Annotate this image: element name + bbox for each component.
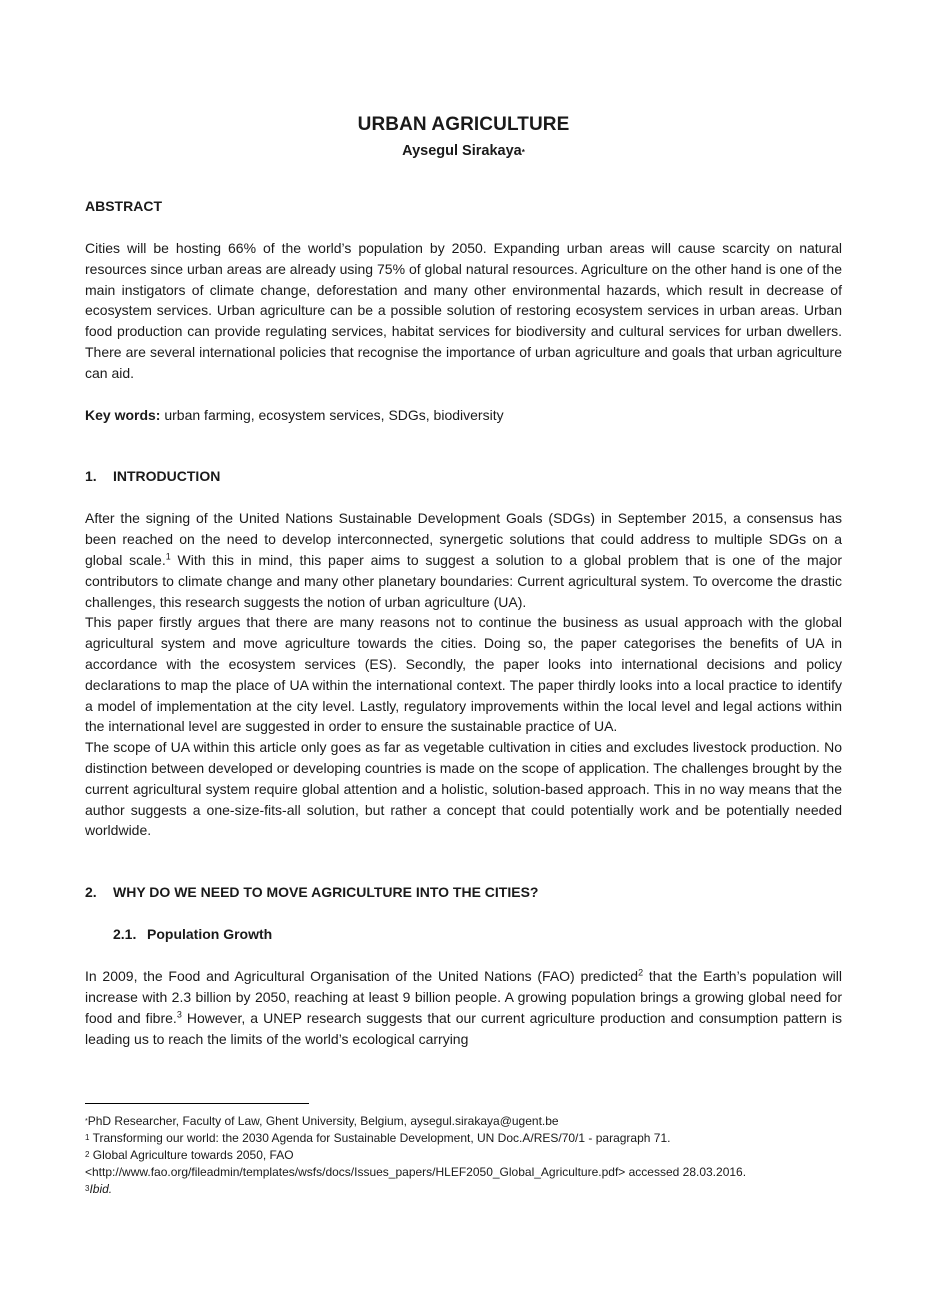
subsection-2-1-title: Population Growth	[147, 926, 273, 943]
population-text-c: However, a UNEP research suggests that our current agriculture production and consumption pattern is leading us to reach the limits of the world’s ecological carrying	[85, 1009, 842, 1047]
footnote-2-url: <http://www.fao.org/fileadmin/templates/wsfs/docs/Issues_papers/HLEF2050_Global_Agriculture.pdf> accessed 28.03.2016.	[85, 1165, 747, 1179]
footnote-ref-1: 1	[165, 551, 171, 562]
keywords-label: Key words:	[85, 406, 161, 423]
footnote-divider	[85, 1103, 309, 1104]
section-1-title: INTRODUCTION	[113, 468, 221, 485]
author-line	[85, 140, 842, 162]
intro-paragraph-2: This paper firstly argues that there are many reasons not to continue the business as usual approach with the global agricultural system and move agriculture towards the cities. Doing so, the paper categorises the benefits of UA in accordance with the ecosystem services (ES). Secondly, the paper looks into international decisions and policy declarations to map the place of UA within the international context. The paper thirdly looks into a local practice to identify a model of implementation at the city level. Lastly, regulatory improvements within the local level and legal actions within the international level are suggested in order to ensure the sustainable practice of UA.	[85, 614, 842, 735]
footnote-1-number: 1	[85, 1133, 90, 1142]
population-text-a: In 2009, the Food and Agricultural Organisation of the United Nations (FAO) predicted	[85, 968, 639, 985]
footnote-3-number: 3	[85, 1184, 90, 1193]
author-footnote-marker: *	[521, 148, 525, 157]
section-1-number: 1.	[85, 468, 97, 485]
section-2-title: WHY DO WE NEED TO MOVE AGRICULTURE INTO THE CITIES?	[113, 884, 539, 901]
abstract-text: Cities will be hosting 66% of the world’s population by 2050. Expanding urban areas will cause scarcity on natural resources since urban areas are already using 75% of global natural resources. Agriculture on the other hand is one of the main instigators of climate change, deforestation and many other environmental hazards, which result in decrease of ecosystem services. Urban agriculture can be a possible solution of restoring ecosystem services in urban areas. Urban food production can provide regulating services, habitat services for biodiversity and cultural services for urban dwellers. There are several international policies that recognise the importance of urban agriculture and goals that urban agriculture can aid.	[85, 240, 842, 381]
population-paragraph	[85, 966, 842, 1049]
footnote-ref-2: 2	[638, 967, 644, 978]
footnote-2-text: Global Agriculture towards 2050, FAO	[89, 1148, 294, 1162]
footnote-3-text: Ibid.	[89, 1182, 113, 1196]
footnotes	[85, 1103, 842, 1198]
subsection-2-1-heading	[85, 924, 842, 945]
author-name: Aysegul Sirakaya	[402, 143, 522, 159]
intro-paragraph-1	[85, 508, 842, 612]
keywords-text: urban farming, ecosystem services, SDGs, biodiversity	[164, 406, 504, 423]
paper-title: URBAN AGRICULTURE	[357, 114, 570, 135]
footnote-2	[85, 1147, 842, 1164]
footnote-2-number: 2	[85, 1150, 90, 1159]
population-text-b: that the Earth’s population will increase with 2.3 billion by 2050, reaching at least 9 billion people. A growing population brings a growing global need for food and fibre.	[85, 968, 843, 1026]
section-1-heading	[85, 466, 842, 487]
footnote-author-marker: *	[85, 1118, 88, 1125]
intro-paragraph-3: The scope of UA within this article only goes as far as vegetable cultivation in cities and excludes livestock production. No distinction between developed or developing countries is made on the scope of application. The challenges brought by the current agricultural system require global attention and a holistic, solution-based approach. This in no way means that the author suggests a one-size-fits-all solution, but rather a concept that could potentially work and be potentially needed worldwide.	[85, 739, 842, 839]
footnote-ref-3: 3	[176, 1009, 182, 1020]
footnote-author	[85, 1113, 842, 1130]
footnote-author-text: PhD Researcher, Faculty of Law, Ghent University, Belgium, aysegul.sirakaya@ugent.be	[87, 1114, 559, 1128]
footnote-3	[85, 1181, 842, 1198]
subsection-2-1-number: 2.1.	[113, 926, 137, 943]
section-2-number: 2.	[85, 884, 97, 901]
keywords-line	[85, 405, 842, 426]
footnote-1-text: Transforming our world: the 2030 Agenda for Sustainable Development, UN Doc.A/RES/70/1 - paragraph 71.	[89, 1131, 671, 1145]
intro-p1-text-a: After the signing of the United Nations Sustainable Development Goals (SDGs) in September 2015, a consensus has been reached on the need to develop interconnected, synergetic solutions that could address to multiple SDGs on a global scale.	[85, 510, 842, 568]
abstract-heading: ABSTRACT	[85, 198, 162, 214]
intro-p1-text-b: With this in mind, this paper aims to suggest a solution to a global problem that is one of the major contributors to climate change and many other planetary boundaries: Current agricultural system. To overcome the drastic challenges, this research suggests the notion of urban agriculture (UA).	[85, 551, 843, 610]
paper-body	[85, 112, 842, 1049]
footnote-1	[85, 1130, 842, 1147]
section-2-heading	[85, 882, 842, 903]
